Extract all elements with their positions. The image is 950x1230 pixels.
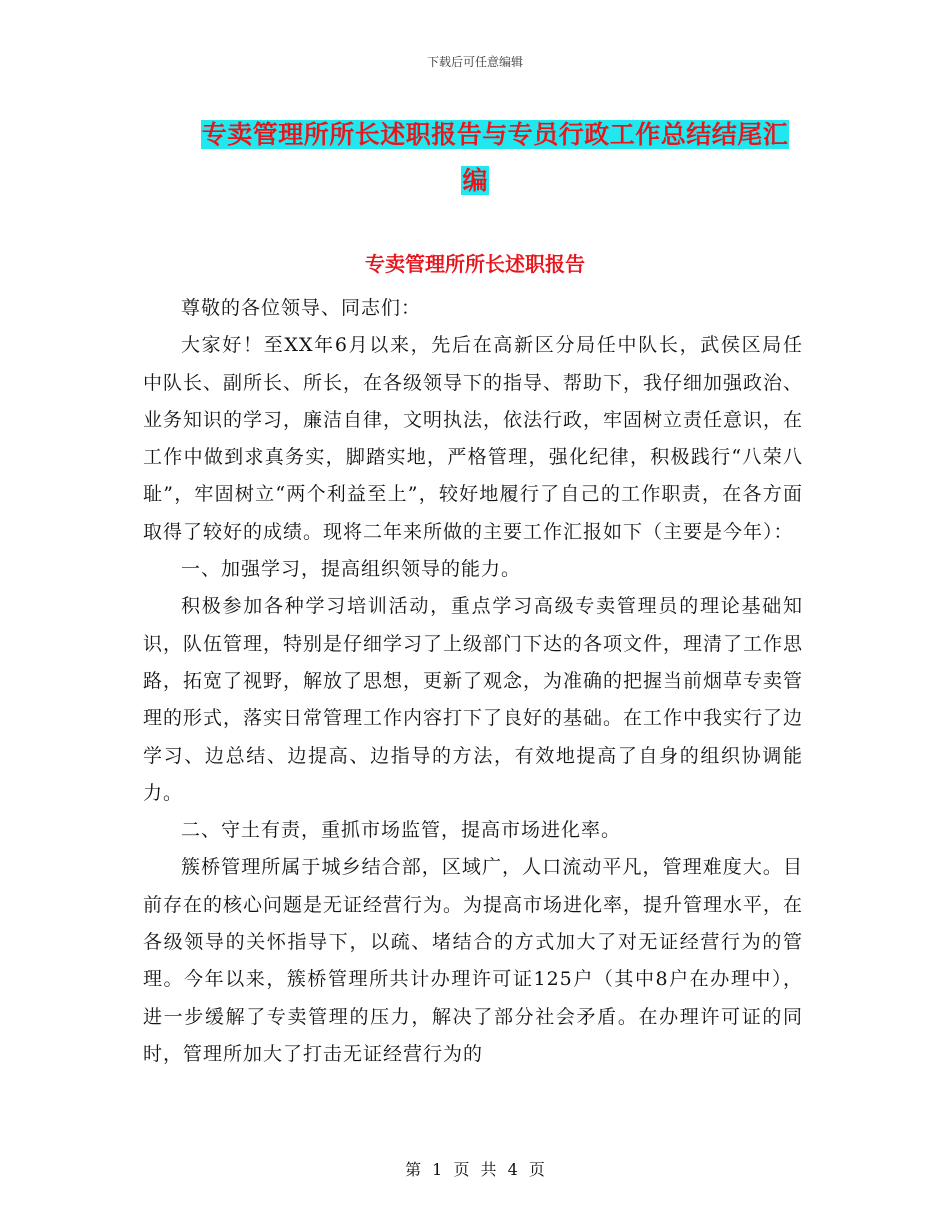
- body-paragraph: 簇桥管理所属于城乡结合部，区域广，人口流动平凡，管理难度大。目前存在的核心问题是无证经营行为。为提高市场进化率，提升管理水平，在各级领导的关怀指导下，以疏、堵结合的方式加大了对无证经营行为的管理。今年以来，簇桥管理所共计办理许可证125户（其中8户在办理中），进一步缓解了专卖管理的压力，解决了部分社会矛盾。在办理许可证的同时，管理所加大了打击无证经营行为的: [143, 856, 804, 1065]
- document-title: [0, 112, 950, 204]
- salutation-paragraph: 尊敬的各位领导、同志们：: [181, 297, 422, 319]
- section-title: 专卖管理所所长述职报告: [365, 252, 585, 276]
- heading-paragraph: 一、加强学习，提高组织领导的能力。: [181, 558, 522, 581]
- document-title-line2: 编: [462, 166, 488, 195]
- document-body: [143, 290, 803, 1073]
- heading-paragraph: 二、守土有责，重抓市场监管，提高市场进化率。: [181, 819, 622, 842]
- page-number-footer: 第 1 页 共 4 页: [405, 1160, 545, 1179]
- body-paragraph: 积极参加各种学习培训活动，重点学习高级专卖管理员的理论基础知识，队伍管理，特别是仔细学习了上级部门下达的各项文件，理清了工作思路，拓宽了视野，解放了思想，更新了观念，为准确的把握当前烟草专卖管理的形式，落实日常管理工作内容打下了良好的基础。在工作中我实行了边学习、边总结、边提高、边指导的方法，有效地提高了自身的组织协调能力。: [143, 595, 804, 804]
- document-title-line1: 专卖管理所所长述职报告与专员行政工作总结结尾汇: [201, 120, 789, 149]
- header-note: 下载后可任意编辑: [426, 55, 523, 69]
- body-paragraph: 大家好！至XX年6月以来，先后在高新区分局任中队长，武侯区局任中队长、副所长、所长，在各级领导下的指导、帮助下，我仔细加强政治、业务知识的学习，廉洁自律，文明执法，依法行政，牢固树立责任意识，在工作中做到求真务实，脚踏实地，严格管理，强化纪律，积极践行“八荣八耻”，牢固树立“两个利益至上”，较好地履行了自己的工作职责，在各方面取得了较好的成绩。现将二年来所做的主要工作汇报如下（主要是今年）：: [143, 334, 804, 543]
